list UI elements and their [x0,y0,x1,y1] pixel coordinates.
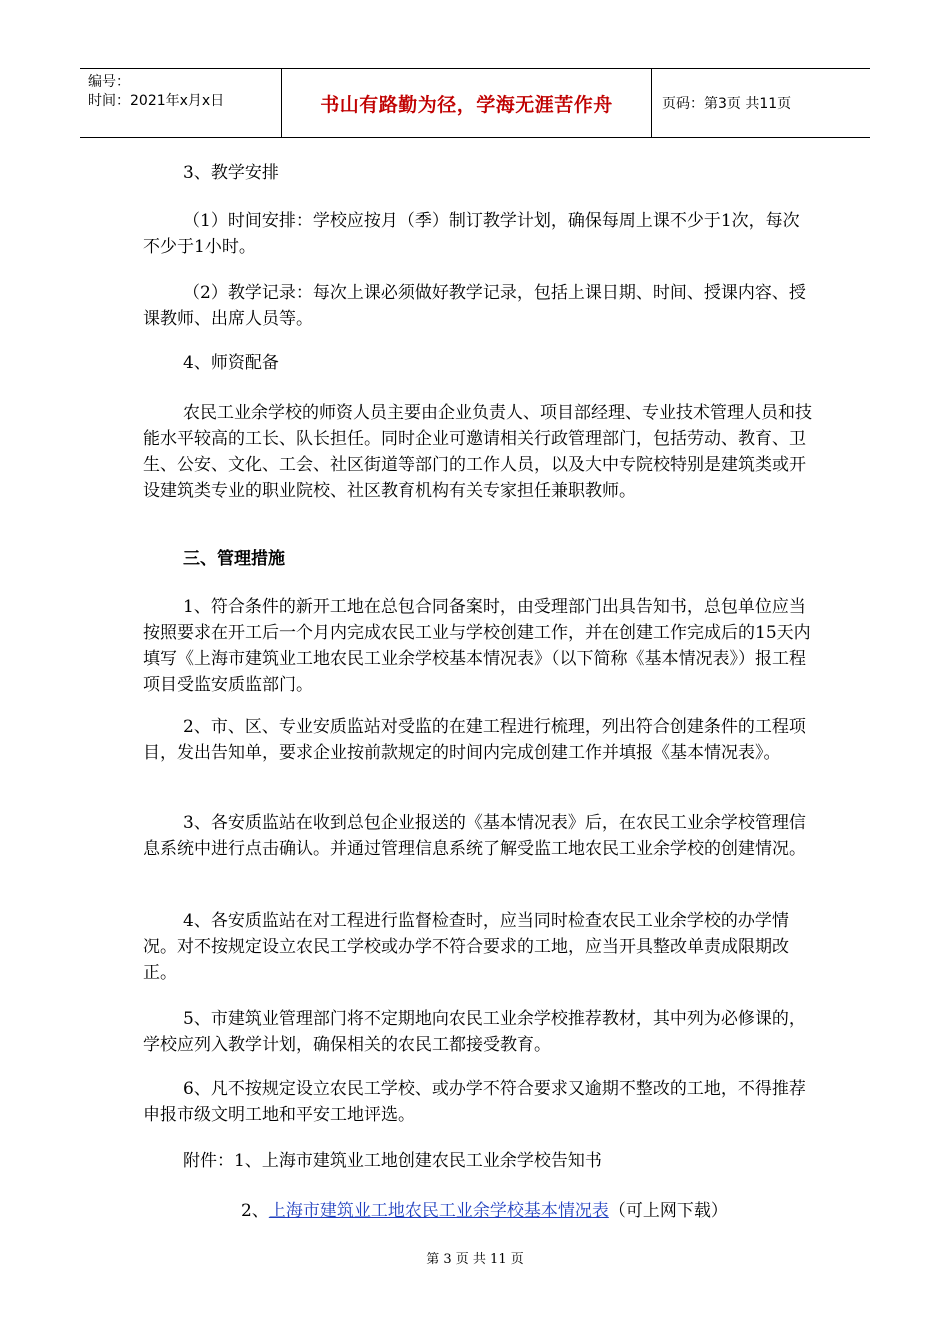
paragraph-teacher-allocation: 农民工业余学校的师资人员主要由企业负责人、项目部经理、专业技术管理人员和技能水平较高的工长、队长担任。同时企业可邀请相关行政管理部门，包括劳动、教育、卫生、公安、文化、工会、社区街道等部门的工作人员，以及大中专院校特别是建筑类或开设建筑类专业的职业院校、社区教育机构有关专家担任兼职教师。 [143,403,812,501]
paragraph-measure-4: 4、各安质监站在对工程进行监督检查时，应当同时检查农民工业余学校的办学情况。对不按规定设立农民工学校或办学不符合要求的工地，应当开具整改单责成限期改正。 [143,911,789,983]
header-motto: 书山有路勤为径，学海无涯苦作舟 [320,93,613,116]
paragraph-measure-3: 3、各安质监站在收到总包企业报送的《基本情况表》后，在农民工业余学校管理信息系统中进行点击确认。并通过管理信息系统了解受监工地农民工业余学校的创建情况。 [143,813,806,859]
attachment-2-prefix: 2、 [241,1201,269,1221]
header-page-info: 页码：第3页 共11页 [662,96,792,112]
paragraph-measure-5: 5、市建筑业管理部门将不定期地向农民工业余学校推荐教材，其中列为必修课的，学校应列入教学计划，确保相关的农民工都接受教育。 [143,1009,806,1055]
header-meta [80,69,282,137]
section-teaching-arrangement-title: 3、教学安排 [183,163,279,183]
section-management-measures-title: 三、管理措施 [183,549,285,569]
header-date: 时间：2021年x月x日 [88,93,225,109]
attachment-2 [241,1198,821,1224]
header-motto-cell [282,69,652,137]
paragraph-time-arrangement: （1）时间安排：学校应按月（季）制订教学计划，确保每周上课不少于1次，每次不少于1小时。 [143,211,800,257]
section-teacher-allocation-title: 4、师资配备 [183,353,279,373]
paragraph-measure-1: 1、符合条件的新开工地在总包合同备案时，由受理部门出具告知书，总包单位应当按照要求在开工后一个月内完成农民工业与学校创建工作，并在创建工作完成后的15天内填写《上海市建筑业工地农民工业余学校基本情况表》（以下简称《基本情况表》）报工程项目受监安质监部门。 [143,597,811,695]
paragraph-measure-2: 2、市、区、专业安质监站对受监的在建工程进行梳理，列出符合创建条件的工程项目，发出告知单，要求企业按前款规定的时间内完成创建工作并填报《基本情况表》。 [143,717,806,763]
page-header [80,68,870,138]
attachment-1: 附件：1、上海市建筑业工地创建农民工业余学校告知书 [183,1151,602,1171]
header-number: 编号： [88,74,130,90]
page-footer: 第 3 页 共 11 页 [426,1252,524,1267]
paragraph-measure-6: 6、凡不按规定设立农民工学校、或办学不符合要求又逾期不整改的工地，不得推荐申报市级文明工地和平安工地评选。 [143,1079,806,1125]
paragraph-teaching-records: （2）教学记录：每次上课必须做好教学记录，包括上课日期、时间、授课内容、授课教师、出席人员等。 [143,283,806,329]
attachment-2-link[interactable]: 上海市建筑业工地农民工业余学校基本情况表 [268,1201,609,1221]
attachment-2-suffix: （可上网下载） [608,1201,728,1221]
